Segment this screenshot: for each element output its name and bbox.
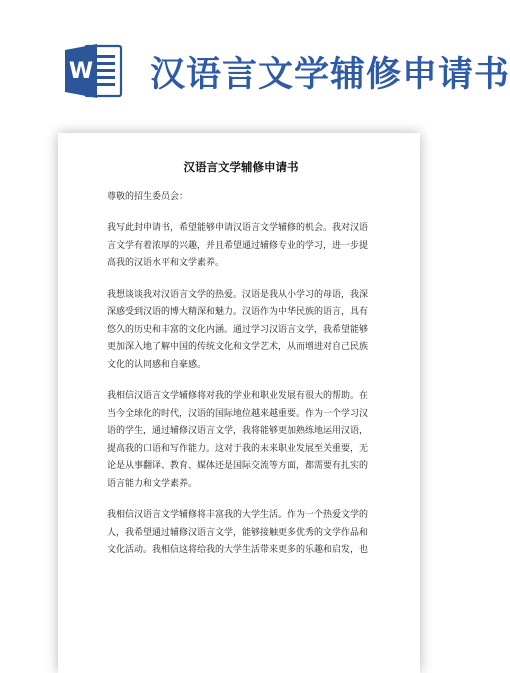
paragraph: 我相信汉语言文学辅修将丰富我的大学生活。作为一个热爱文学的人，我希望通过辅修汉语言文学，能够接触更多优秀的文学作品和文化活动。我相信这将给我的大学生活带来更多的乐趣和启发，也 [107, 510, 369, 555]
paragraph: 我想谈谈我对汉语言文学的热爱。汉语是我从小学习的母语，我深深感受到汉语的博大精深和魅力。汉语作为中华民族的语言，具有悠久的历史和丰富的文化内涵。通过学习汉语言文学，我希望能够更加深入地了解中国的传统文化和文学艺术，从而增进对自己民族文化的认同感和自豪感。 [107, 289, 369, 370]
greeting: 尊敬的招生委员会： [107, 192, 189, 202]
word-doc-icon [63, 40, 125, 102]
paragraph: 我写此封申请书，希望能够申请汉语言文学辅修的机会。我对汉语言文学有着浓厚的兴趣，并且希望通过辅修专业的学习，进一步提高我的汉语水平和文学素养。 [107, 223, 369, 268]
banner-title: 汉语言文学辅修申请书 [150, 55, 510, 95]
banner [0, 0, 510, 118]
document-title: 汉语言文学辅修申请书 [183, 160, 299, 174]
paragraph: 我相信汉语言文学辅修将对我的学业和职业发展有很大的帮助。在当今全球化的时代，汉语的国际地位越来越重要。作为一个学习汉语的学生，通过辅修汉语言文学，我将能够更加熟练地运用汉语，提高我的口语和写作能力。这对于我的未来职业发展至关重要，无论是从事翻译、教育、媒体还是国际交流等方面，都需要有扎实的语言能力和文学素养。 [107, 391, 369, 489]
document-body [107, 159, 375, 574]
word-logo-letter: W [68, 59, 94, 84]
